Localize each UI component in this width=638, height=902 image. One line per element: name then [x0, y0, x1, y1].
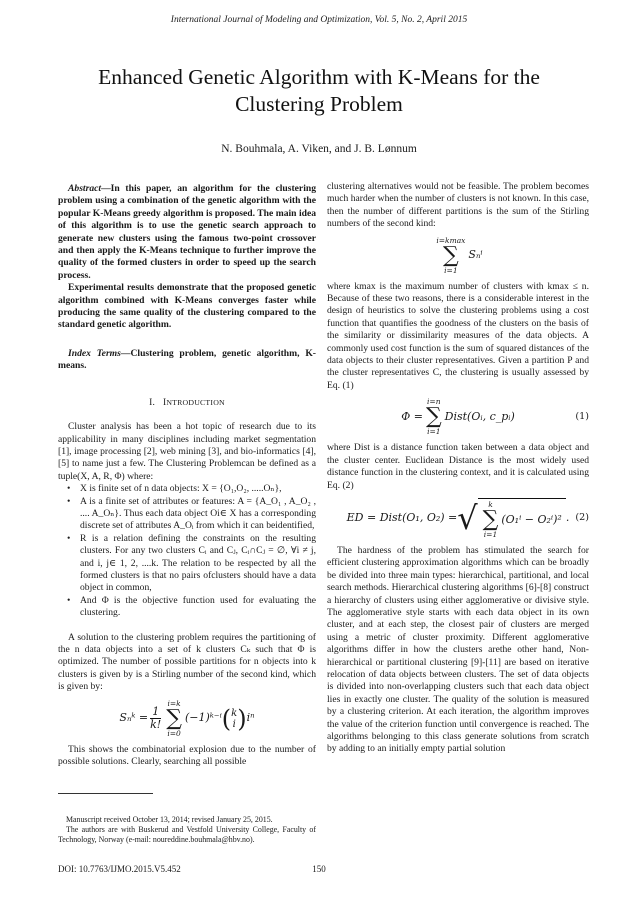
right-paragraph-4: The hardness of the problem has stimulated the search for efficient clustering approximation algorithms which can be broadly be divided into three main types: hierarchical, partitional, and local search methods. Hierarchical clustering algorithms [6]-[8] construct a hierarchy of clusters using either agglomerative or divisive style. The agglomerative style starts with each data object in its own cluster, and at each step, the closest pair of clusters are merged using a metric of cluster proximity. Different agglomerative algorithms differ in how the clusters arethe other hand, Non-hierarchical or partitional clustering [9]-[11] are based on iterative relocation of data objects between clusters. The set of data objects is divided into non-overlapping clusters such that each data object lies in exactly one cluster. The quality of the solution is measured by a clustering criterion. At each iteration, the algorithm improves the value of the criterion function until convergence is reached. The algorithms belonging to this class generate solutions from scratch by adding to an initially empty partial solution	[327, 544, 589, 755]
eq-stirling-lhs: Sₙᵏ =	[119, 711, 149, 725]
index-terms	[58, 348, 316, 373]
running-head: International Journal of Modeling and Optimization, Vol. 5, No. 2, April 2015	[170, 15, 468, 25]
abstract-paragraph-2: Experimental results demonstrate that the proposed genetic algorithm combined with K-Means converges faster while producing the same quality of the clustering compared to the standard genetic algorithm.	[58, 282, 316, 331]
eq-stirling-sign: (−1)ᵏ⁻ⁱ	[184, 711, 222, 725]
equation-number-1: (1)	[575, 411, 589, 423]
intro-paragraph-2: A solution to the clustering problem requires the partitioning of the n data objects into a set of k clusters Cₖ such that Φ is optimized. The number of possible partitions for n objects into k clusters is given by is a Stirling number of the second kind, which is given by:	[58, 631, 316, 693]
section-initial: I	[162, 396, 167, 408]
eq-stirling-sum: i=k ∑ i=0	[166, 698, 182, 738]
footnotes	[58, 815, 316, 845]
left-column	[58, 183, 316, 768]
equation-2: ED = Dist(O₁, O₂) = √ k ∑ i=1 (O₁ⁱ − O₂ⁱ)² . (2)	[346, 499, 589, 539]
equation-stirling-sum: i=kmax ∑ i=1 Sₙⁱ	[436, 235, 483, 275]
eq-stirling-fraction: $\frac{1}{k!}$	[150, 705, 162, 732]
index-terms-text: Clustering problem, genetic algorithm, K-means.	[58, 347, 316, 372]
abstract	[58, 183, 316, 282]
abstract-label: Abstract	[68, 183, 102, 194]
equation-1: Φ = i=n ∑ i=1 Dist(Oᵢ, c_pᵢ) (1)	[401, 397, 589, 437]
section-numeral: I.	[149, 396, 156, 408]
eq-stirling-tail: iⁿ	[246, 711, 255, 725]
eq-stirling-binomial: ( k i )	[221, 704, 247, 733]
right-paragraph-1: clustering alternatives would not be feasible. The problem becomes much harder when the number of clusters is not known. In this case, then the number of different partitions is the sum of the Stirling numbers of the second kind:	[327, 181, 589, 230]
paper-title	[60, 64, 578, 118]
eq-sum-term: Sₙⁱ	[468, 248, 483, 262]
list-item: • R is a relation defining the constraints on the resulting clusters. For any two clusters Cᵢ and Cⱼ, Cᵢ∩Cⱼ = ∅, ∀i ≠ j, and i, j∈ 1, 2, ....k. The relation to be respected by all the formed clusters is that no pairs ofclusters should have a data object in common,	[80, 533, 316, 595]
index-terms-dash: —	[120, 347, 131, 359]
section-rest: NTRODUCTION	[166, 397, 225, 407]
authors: N. Bouhmala, A. Viken, and J. B. Lønnum	[221, 143, 417, 155]
doi: DOI: 10.7763/IJMO.2015.V5.452	[58, 864, 181, 874]
list-item: • And Φ is the objective function used for evaluating the clustering.	[80, 595, 316, 620]
equation-number-2: (2)	[575, 512, 589, 524]
definition-list	[58, 483, 316, 619]
intro-paragraph-3: This shows the combinatorial explosion due to the number of possible solutions. Clearly, searching all possible	[58, 743, 316, 768]
list-item: • A is a finite set of attributes or features: A = {A_O₁ , A_O₂ , .... A_Oₙ}. Thus each data object Oi∈ X has a corresponding discrete set of attributes A_Oᵢ from which it can beidentified,	[80, 496, 316, 533]
abstract-text: In this paper, an algorithm for the clustering problem using a combination of the genetic algorithm with the popular K-Means greedy algorithm is proposed. The main idea of this algorithm is to use the genetic search approach to generate new clusters using the famous two-point crossover and then apply the K-Means technique to further improve the quality of the formed clusters in order to speed up the search process.	[58, 183, 316, 281]
list-item: • X is finite set of n data objects: X = {O₁,O₂, .....Oₙ},	[80, 483, 316, 495]
footnote-received: Manuscript received October 13, 2014; revised January 25, 2015.	[66, 815, 273, 824]
title-line-1: Enhanced Genetic Algorithm with K-Means for the	[98, 65, 540, 89]
abstract-dash: —	[101, 183, 111, 194]
footnote-affiliation: The authors are with Buskerud and Vestfold University College, Faculty of Technology, Norway (e-mail: noureddine.bouhmala@hbv.no).	[58, 825, 316, 844]
right-column	[327, 181, 589, 756]
right-paragraph-2: where kmax is the maximum number of clusters with kmax ≤ n. Because of these two reasons, there is a considerable interest in the design of heuristics to solve the clustering problems using a cost function that quantifies the goodness of the clusters on the basis of the similarity or dissimilarity measures of the data objects. A commonly used cost function is the sum of squared distances of the data objects to their cluster representatives. Given a partition P and the cluster representatives C, the clustering is usually assessed by Eq. (1)	[327, 280, 589, 391]
footnote-divider	[58, 793, 153, 794]
index-terms-label: Index Terms	[68, 347, 121, 359]
right-paragraph-3: where Dist is a distance function taken between a data object and the cluster center. Euclidean Distance is the most widely used distance function in the clustering context, and it is calculated using Eq. (2)	[327, 442, 589, 491]
page-number: 150	[312, 864, 326, 874]
section-heading-introduction	[58, 397, 316, 409]
equation-stirling	[58, 700, 316, 738]
intro-paragraph-1: Cluster analysis has been a hot topic of research due to its applicability in many disciplines including market segmentation [1], image processing [2], web mining [3], and bio-informatics [4], [5] to name just a few. The Clustering Problemcan be defined as a tuple(X, A, R, Φ) where:	[58, 421, 316, 482]
title-line-2: Clustering Problem	[235, 92, 403, 116]
